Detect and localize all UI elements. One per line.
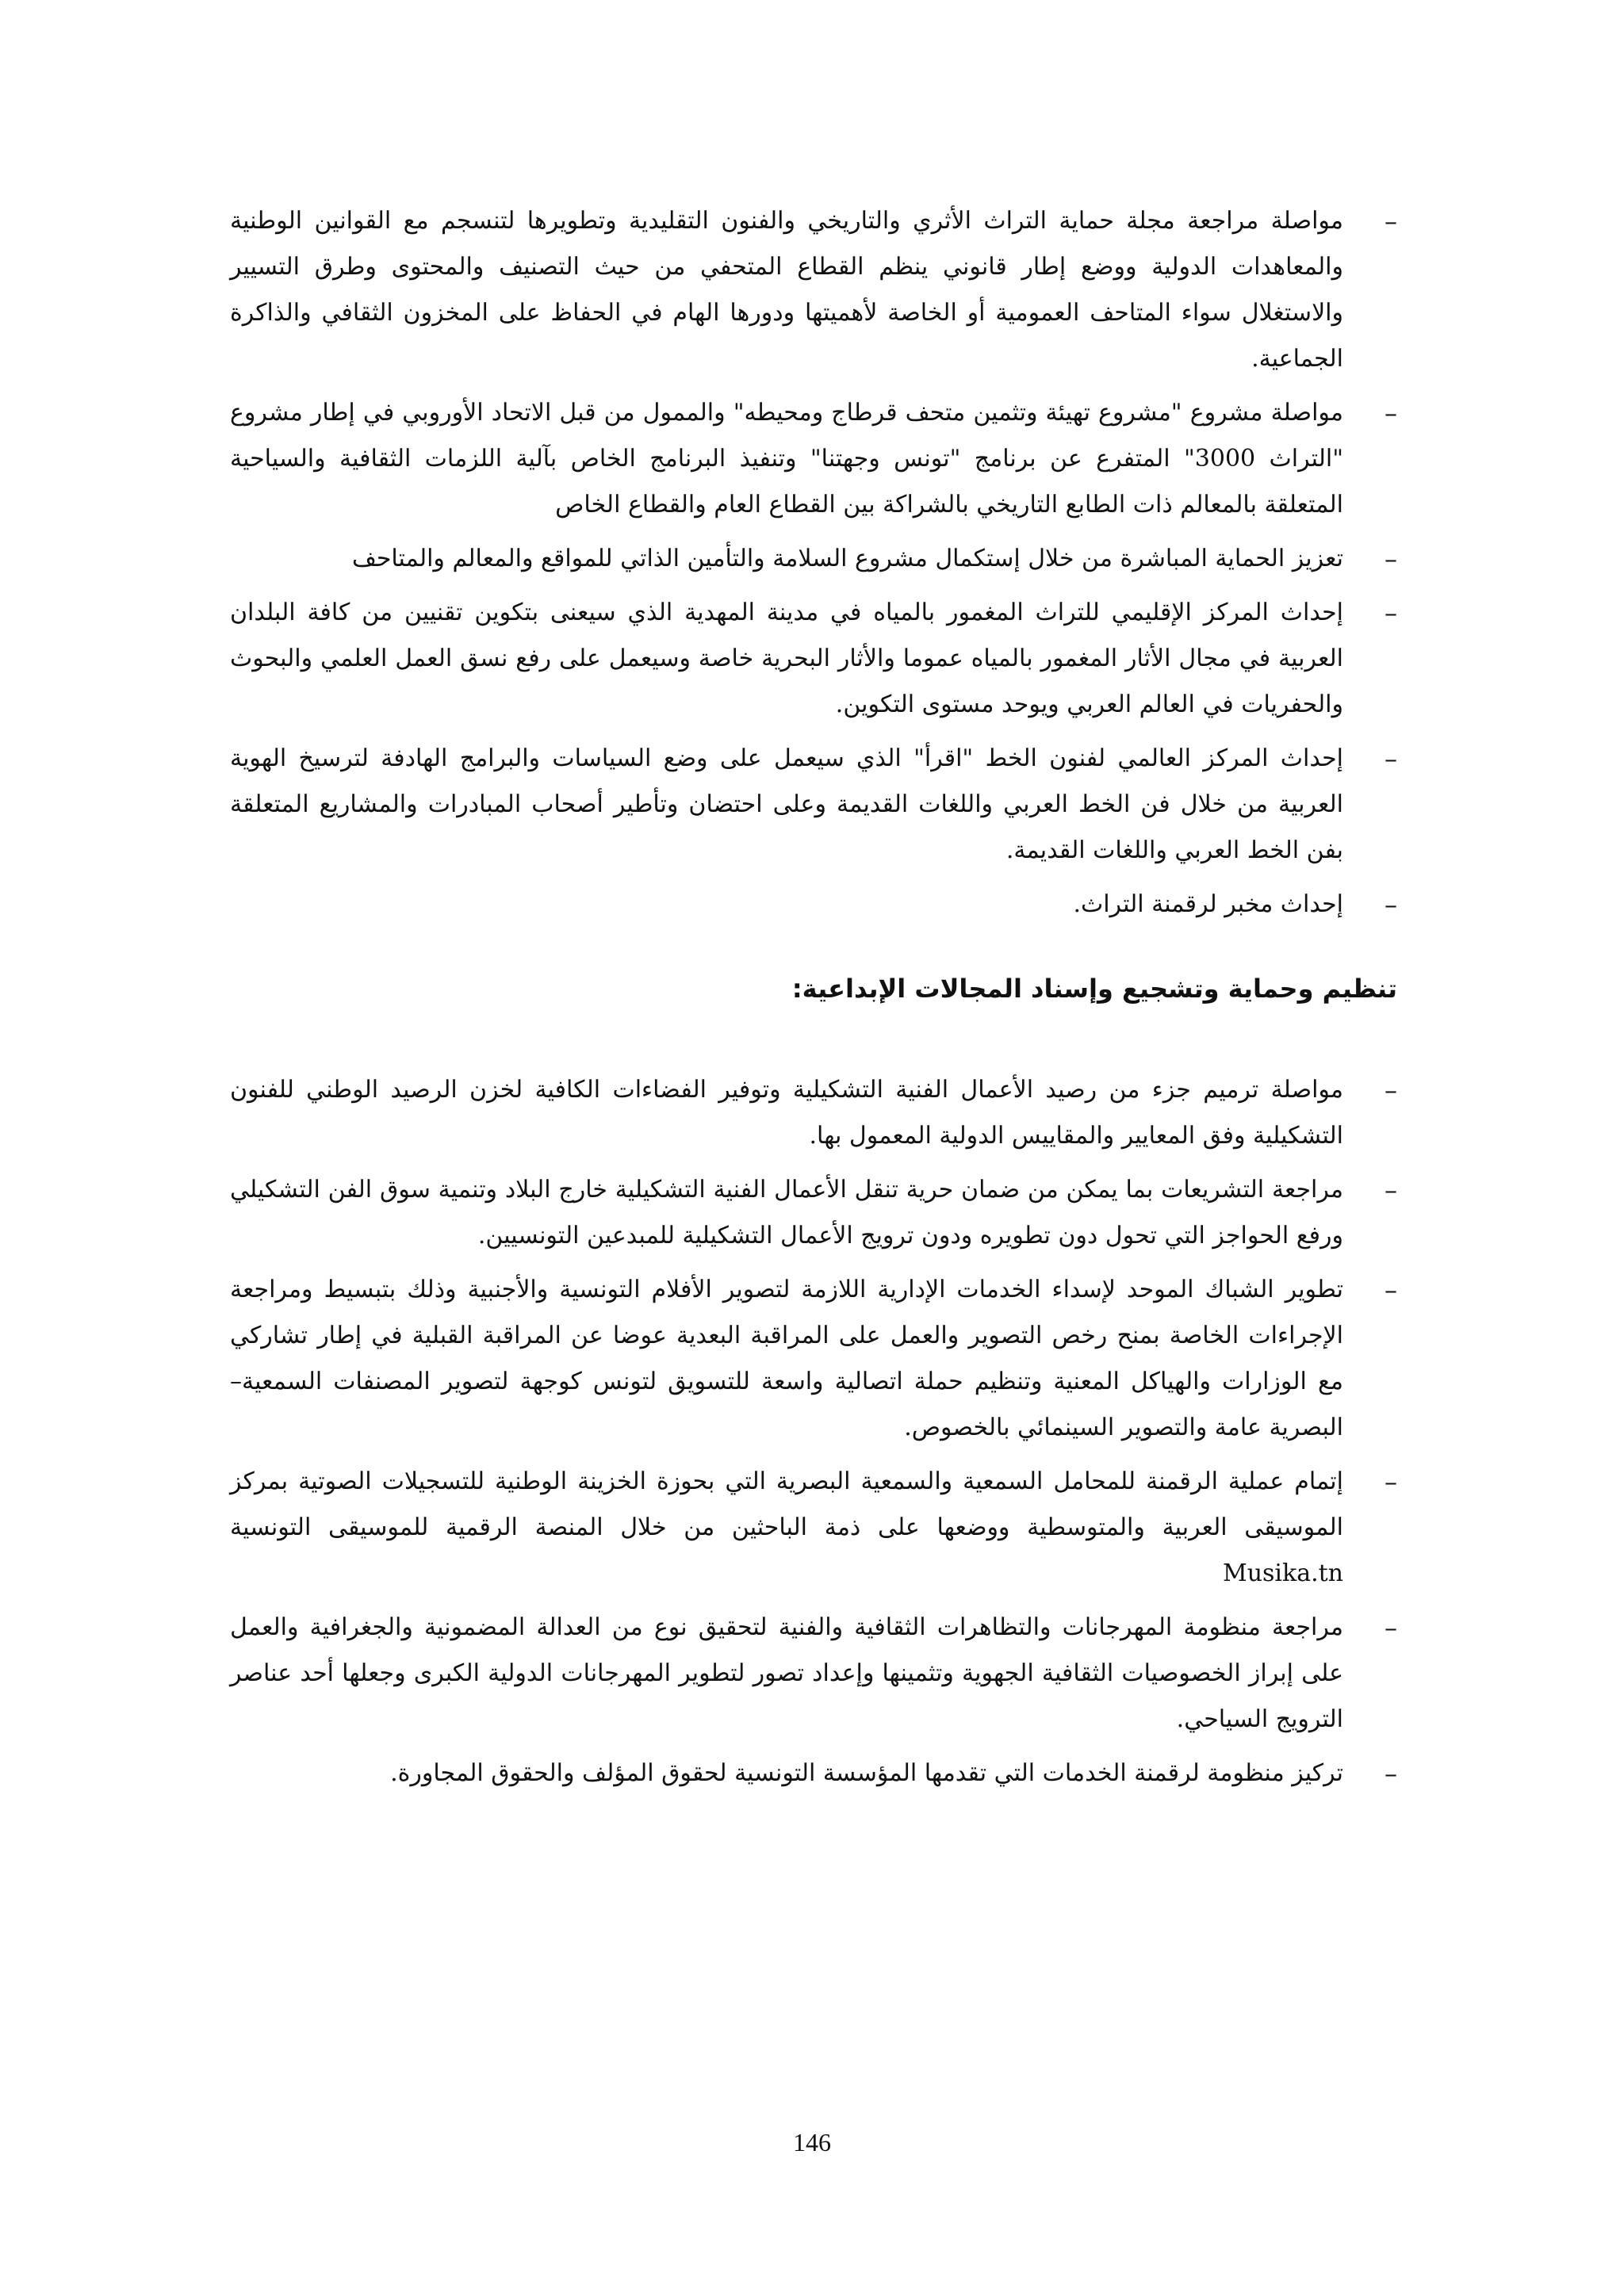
section-title: تنظيم وحماية وتشجيع وإسناد المجالات الإبداعية: <box>791 974 1397 1004</box>
list-item: – مواصلة ترميم جزء من رصيد الأعمال الفنية التشكيلية وتوفير الفضاءات الكافية لخزن الرصيد الوطني للفنون التشكيلية وفق المعايير والمقاييس الدولية المعمول بها. <box>230 1067 1397 1159</box>
list-item: – إحداث مخبر لرقمنة التراث. <box>230 882 1397 928</box>
page-number: 146 <box>793 2128 831 2156</box>
list-item: – تعزيز الحماية المباشرة من خلال إستكمال مشروع السلامة والتأمين الذاتي للمواقع والمعالم والمتاحف <box>230 536 1397 582</box>
list-item: – مواصلة مشروع "مشروع تهيئة وتثمين متحف قرطاج ومحيطه" والممول من قبل الاتحاد الأوروبي في إطار مشروع "التراث 3000" المتفرع عن برنامج "تونس وجهتنا" وتنفيذ البرنامج الخاص بآلية اللزمات الثقافية والسياحية المتعلقة بالمعالم ذات الطابع التاريخي بالشراكة بين القطاع العام والقطاع الخاص <box>230 390 1397 528</box>
list-item: – تركيز منظومة لرقمنة الخدمات التي تقدمها المؤسسة التونسية لحقوق المؤلف والحقوق المجاورة. <box>230 1751 1397 1797</box>
list-item: – إحداث المركز الإقليمي للتراث المغمور بالمياه في مدينة المهدية الذي سيعنى بتكوين تقنيين من كافة البلدان العربية في مجال الأثار المغمور بالمياه عموما والأثار البحرية خاصة وسيعمل على رفع نسق العمل العلمي والبحوث والحفريات في العالم العربي ويوحد مستوى التكوين. <box>230 590 1397 728</box>
creative-fields-list <box>230 1067 1397 1797</box>
heritage-measures-list <box>230 198 1397 928</box>
list-item-text: إتمام عملية الرقمنة للمحامل السمعية والسمعية البصرية التي بحوزة الخزينة الوطنية للتسجيلات الصوتية بمركز الموسيقى العربية والمتوسطية ووضعها على ذمة الباحثين من خلال المنصة الرقمية للموسيقى التونسية <box>230 1468 1343 1541</box>
list-item: – مراجعة التشريعات بما يمكن من ضمان حرية تنقل الأعمال الفنية التشكيلية خارج البلاد وتنمية سوق الفن التشكيلي ورفع الحواجز التي تحول دون تطويره ودون ترويج الأعمال التشكيلية للمبدعين التونسيين. <box>230 1167 1397 1259</box>
page-content <box>230 198 1397 1804</box>
list-item: – تطوير الشباك الموحد لإسداء الخدمات الإدارية اللازمة لتصوير الأفلام التونسية والأجنبية وذلك بتبسيط ومراجعة الإجراءات الخاصة بمنح رخص التصوير والعمل على المراقبة البعدية عوضا عن المراقبة القبلية في إطار تشاركي مع الوزارات والهياكل المعنية وتنظيم حملة اتصالية واسعة للتسويق لتونس كوجهة لتصوير المصنفات السمعية–البصرية عامة والتصوير السينمائي بالخصوص. <box>230 1267 1397 1451</box>
list-item <box>230 1459 1397 1597</box>
musika-link: Musika.tn <box>1222 1559 1343 1587</box>
list-item: – مواصلة مراجعة مجلة حماية التراث الأثري والتاريخي والفنون التقليدية وتطويرها لتنسجم مع القوانين الوطنية والمعاهدات الدولية ووضع إطار قانوني ينظم القطاع المتحفي من حيث التصنيف والمحتوى وطرق التسيير والاستغلال سواء المتاحف العمومية أو الخاصة لأهميتها ودورها الهام في الحفاظ على المخزون الثقافي والذاكرة الجماعية. <box>230 198 1397 382</box>
list-item: – إحداث المركز العالمي لفنون الخط "اقرأ" الذي سيعمل على وضع السياسات والبرامج الهادفة لترسيخ الهوية العربية من خلال فن الخط العربي واللغات القديمة وعلى احتضان وتأطير أصحاب المبادرات والمشاريع المتعلقة بفن الخط العربي واللغات القديمة. <box>230 736 1397 874</box>
list-item: – مراجعة منظومة المهرجانات والتظاهرات الثقافية والفنية لتحقيق نوع من العدالة المضمونية والجغرافية والعمل على إبراز الخصوصيات الثقافية الجهوية وتثمينها وإعداد تصور لتطوير المهرجانات الدولية الكبرى وجعلها أحد عناصر الترويج السياحي. <box>230 1605 1397 1743</box>
